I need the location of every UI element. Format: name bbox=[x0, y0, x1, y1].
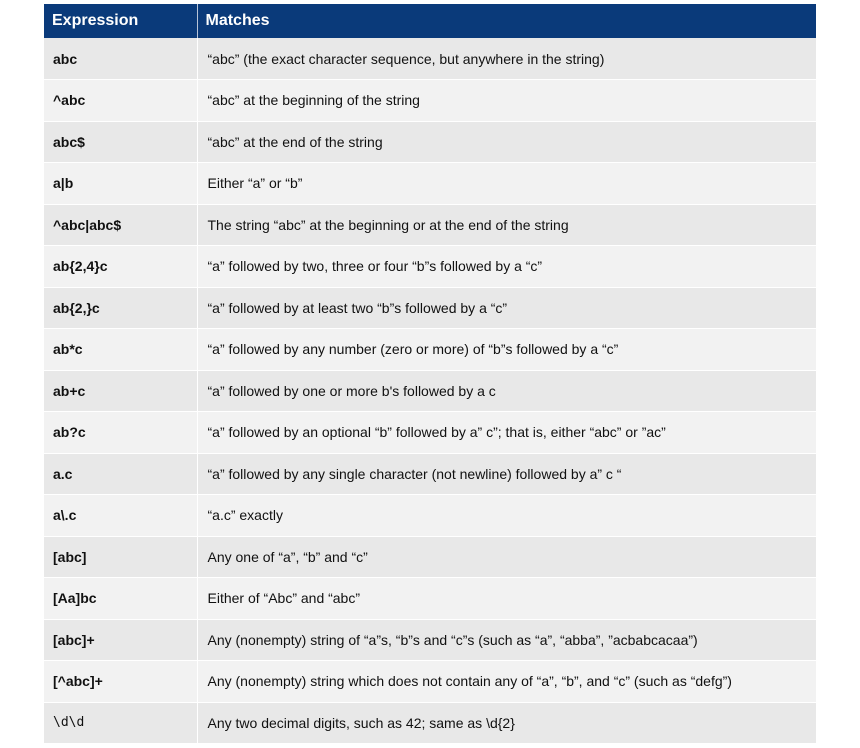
table-row bbox=[44, 536, 816, 578]
table-row bbox=[44, 38, 816, 80]
column-header-expression: Expression bbox=[52, 12, 139, 29]
matches-cell: “a” followed by an optional “b” followed by a” c”; that is, either “abc” or ”ac” bbox=[197, 412, 816, 454]
expression-cell: [abc] bbox=[53, 548, 87, 565]
table-row bbox=[44, 495, 816, 537]
matches-cell: “abc” at the beginning of the string bbox=[197, 80, 816, 122]
table-row bbox=[44, 619, 816, 661]
table-row bbox=[44, 80, 816, 122]
expression-cell: ab{2,}c bbox=[53, 299, 100, 316]
matches-cell: Any one of “a”, “b” and “c” bbox=[197, 536, 816, 578]
table-row bbox=[44, 370, 816, 412]
expression-cell: ^abc|abc$ bbox=[53, 216, 122, 233]
table-row bbox=[44, 204, 816, 246]
expression-cell: a.c bbox=[53, 465, 73, 482]
table-row bbox=[44, 163, 816, 205]
table-header-row bbox=[44, 4, 816, 38]
matches-cell: Any (nonempty) string which does not contain any of “a”, “b”, and “c” (such as “defg”) bbox=[197, 661, 816, 703]
table-row bbox=[44, 412, 816, 454]
matches-cell: Either “a” or “b” bbox=[197, 163, 816, 205]
matches-cell: “abc” at the end of the string bbox=[197, 121, 816, 163]
table-row bbox=[44, 121, 816, 163]
expression-cell: ab?c bbox=[53, 424, 86, 441]
matches-cell: “a” followed by any single character (not newline) followed by a” c “ bbox=[197, 453, 816, 495]
expression-cell: ^abc bbox=[53, 92, 86, 109]
expression-cell: ab*c bbox=[53, 341, 83, 358]
expression-cell: a\.c bbox=[53, 507, 77, 524]
expression-cell: abc bbox=[53, 50, 78, 67]
expression-cell: abc$ bbox=[53, 133, 85, 150]
expression-cell: \d\d bbox=[53, 715, 85, 731]
matches-cell: “a.c” exactly bbox=[197, 495, 816, 537]
table-row bbox=[44, 702, 816, 744]
column-header-matches: Matches bbox=[197, 4, 816, 38]
matches-cell: Any (nonempty) string of “a”s, “b”s and “c”s (such as “a”, “abba”, ”acbabcacaa”) bbox=[197, 619, 816, 661]
expression-cell: a|b bbox=[53, 175, 74, 192]
matches-cell: “abc” (the exact character sequence, but anywhere in the string) bbox=[197, 38, 816, 80]
table-row bbox=[44, 453, 816, 495]
expression-cell: [abc]+ bbox=[53, 631, 95, 648]
matches-cell: “a” followed by two, three or four “b”s followed by a “c” bbox=[197, 246, 816, 288]
table-row bbox=[44, 246, 816, 288]
matches-cell: “a” followed by one or more b's followed by a c bbox=[197, 370, 816, 412]
table-row bbox=[44, 287, 816, 329]
matches-cell: “a” followed by any number (zero or more) of “b”s followed by a “c” bbox=[197, 329, 816, 371]
expression-cell: ab{2,4}c bbox=[53, 258, 108, 275]
matches-cell: Either of “Abc” and “abc” bbox=[197, 578, 816, 620]
table-row bbox=[44, 329, 816, 371]
matches-cell: Any two decimal digits, such as 42; same as \d{2} bbox=[197, 702, 816, 744]
table-row bbox=[44, 578, 816, 620]
expression-cell: [^abc]+ bbox=[53, 673, 103, 690]
expression-cell: ab+c bbox=[53, 382, 86, 399]
expression-cell: [Aa]bc bbox=[53, 590, 97, 607]
regex-reference-table bbox=[44, 4, 816, 744]
matches-cell: The string “abc” at the beginning or at the end of the string bbox=[197, 204, 816, 246]
table-row bbox=[44, 661, 816, 703]
matches-cell: “a” followed by at least two “b”s followed by a “c” bbox=[197, 287, 816, 329]
